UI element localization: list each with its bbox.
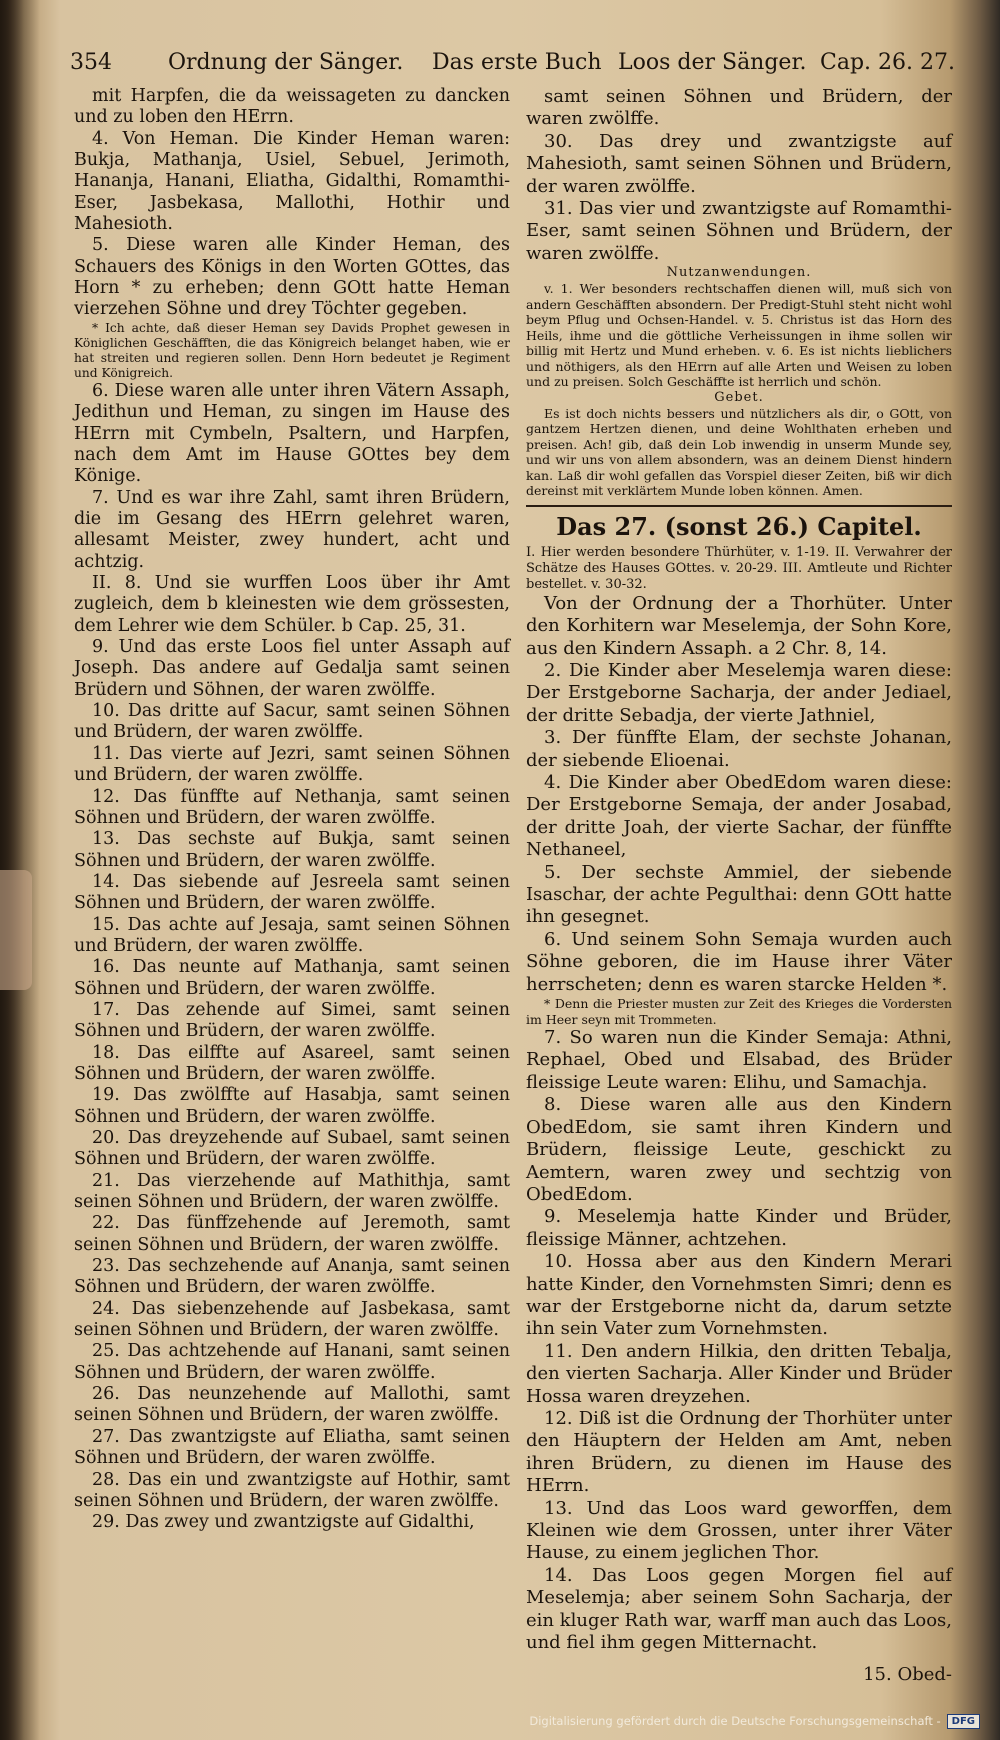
footnote-text: * Ich achte, daß dieser Heman sey Davids Prophet gewesen in Königlichen Geschäfften, die das Königreich belanget haben, wie er hat streiten und regieren sollen. Denn Horn bedeutet je Regiment und Königreich. [74,320,510,380]
nutzanwendungen-text: v. 1. Wer besonders rechtschaffen dienen will, muß sich von andern Geschäfften absondern. Der Predigt-Stuhl steht nicht wohl beym Pflug und Ochsen-Handel. v. 5. Christus ist das Horn des Heils, ihme und die göttliche Verheissungen in ihme sollen wir billig mit Hertz und Mund erheben. v. 6. Es ist nichts lieblichers und nöthigers, als den HErrn auf alle Arten und Weisen zu loben und zu preisen. Solch Geschäffte ist herrlich und schön. [526,281,952,390]
verse-text: 27. Das zwantzigste auf Eliatha, samt seinen Söhnen und Brüdern, der waren zwölffe. [74,1426,510,1469]
verse-text: 26. Das neunzehende auf Mallothi, samt seinen Söhnen und Brüdern, der waren zwölffe. [74,1384,510,1426]
verse-text: 31. Das vier und zwantzigste auf Romamthi-Eser, samt seinen Söhnen und Brüdern, der waren zwölffe. [526,198,952,264]
verse-text: 5. Der sechste Ammiel, der siebende Isaschar, der achte Pegulthai: denn GOtt hatte ihn gesegnet. [526,861,952,928]
chapter-summary: I. Hier werden besondere Thürhüter, v. 1-19. II. Verwahrer der Schätze des Hauses GOttes. v. 20-29. III. Amtleute und Richter bestellet. v. 30-32. [526,544,952,592]
verse-text: 15. Das achte auf Jesaja, samt seinen Söhnen und Brüdern, der waren zwölffe. [74,914,510,956]
verse-text: 2. Die Kinder aber Meselemja waren diese: Der Erstgeborne Sacharja, der ander Jediael, der dritte Sebadja, der vierte Jathniel, [526,659,952,726]
verse-text: 16. Das neunte auf Mathanja, samt seinen Söhnen und Brüdern, der waren zwölffe. [74,957,510,999]
left-column [74,86,510,1534]
verse-text: 7. So waren nun die Kinder Semaja: Athni, Rephael, Obed und Elsabad, des Brüder fleissige Leute waren: Elihu, und Samachja. [526,1027,952,1093]
verse-text: 25. Das achtzehende auf Hanani, samt seinen Söhnen und Brüdern, der waren zwölffe. [74,1341,510,1383]
verse-text: 13. Und das Loos ward geworffen, dem Kleinen wie dem Grossen, unter ihrer Väter Hause, zu einem jeglichen Thor. [526,1497,952,1564]
verse-text: 22. Das fünffzehende auf Jeremoth, samt seinen Söhnen und Brüdern, der waren zwölffe. [74,1213,510,1255]
verse-text: 20. Das dreyzehende auf Subael, samt seinen Söhnen und Brüdern, der waren zwölffe. [74,1128,510,1170]
right-column [526,86,952,1687]
verse-text: 12. Diß ist die Ordnung der Thorhüter unter den Häuptern der Helden am Amt, neben ihren Brüdern, zu dienen im Hause des HErrn. [526,1407,952,1497]
verse-text: 28. Das ein und zwantzigste auf Hothir, samt seinen Söhnen und Brüdern, der waren zwölffe. [74,1469,510,1511]
verse-text: samt seinen Söhnen und Brüdern, der waren zwölffe. [526,86,952,130]
footer-credit: Digitalisierung gefördert durch die Deutsche Forschungsgemeinschaft - [529,1714,941,1728]
gebet-title: Gebet. [714,389,764,405]
verse-text: 5. Diese waren alle Kinder Heman, des Schauers des Königs in den Worten GOttes, das Horn * zu erheben; denn GOtt hatte Heman vierzehen Söhne und drey Töchter gegeben. [74,235,510,320]
running-title-left: Ordnung der Sänger. [168,50,404,75]
gebet-text: Es ist doch nichts bessers und nützlichers als dir, o GOtt, von gantzem Hertzen dienen, und deine Wohlthaten erheben und preisen. Ach! gib, daß dein Lob inwendig in unserm Munde sey, und wir uns von allem absondern, was an deinem Dienst hindern kan. Laß dir wohl gefallen das Vorspiel dieser Zeiten, biß wir dich dereinst mit verklärtem Munde loben können. Amen. [526,405,952,499]
running-title-center: Das erste Buch [432,50,602,75]
running-title-right: Loos der Sänger. [618,50,807,75]
verse-text: 13. Das sechste auf Bukja, samt seinen Söhnen und Brüdern, der waren zwölffe. [74,829,510,871]
nutzanwendungen-title: Nutzanwendungen. [666,265,812,281]
footnote-text: * Denn die Priester musten zur Zeit des Krieges die Vordersten im Heer seyn mit Trommeten. [526,996,952,1027]
verse-text: 19. Das zwölffte auf Hasabja, samt seinen Söhnen und Brüdern, der waren zwölffe. [74,1085,510,1127]
verse-text: 10. Das dritte auf Sacur, samt seinen Söhnen und Brüdern, der waren zwölffe. [74,701,510,743]
verse-text: 11. Den andern Hilkia, den dritten Tebalja, den vierten Sacharja. Aller Kinder und Brüder Hossa waren dreyzehen. [526,1340,952,1407]
verse-text: 21. Das vierzehende auf Mathithja, samt seinen Söhnen und Brüdern, der waren zwölffe. [74,1170,510,1213]
verse-text: 6. Diese waren alle unter ihren Vätern Assaph, Jedithun und Heman, zu singen im Hause des HErrn mit Cymbeln, Psaltern, und Harpfen, nach dem Amt im Hause GOttes bey dem Könige. [74,380,510,487]
page-number: 354 [70,50,112,75]
digitization-footer [529,1710,980,1732]
page-header [40,50,955,90]
verse-text: 14. Das Loos gegen Morgen fiel auf Meselemja; aber seinem Sohn Sacharja, der ein kluger Rath war, warff man auch das Loos, und fiel ihm gegen Mitternacht. [526,1564,952,1654]
verse-text: 9. Meselemja hatte Kinder und Brüder, fleissige Männer, achtzehen. [526,1206,952,1250]
catchword: 15. Obed- [863,1664,952,1686]
verse-text: 12. Das fünffte auf Nethanja, samt seinen Söhnen und Brüdern, der waren zwölffe. [74,786,510,828]
verse-text: II. 8. Und sie wurffen Loos über ihr Amt zugleich, dem b kleinesten wie dem grössesten, dem Lehrer wie dem Schüler. b Cap. 25, 31. [74,573,510,636]
verse-text: 30. Das drey und zwantzigste auf Mahesioth, samt seinen Söhnen und Brüdern, der waren zwölffe. [526,130,952,197]
verse-text: 11. Das vierte auf Jezri, samt seinen Söhnen und Brüdern, der waren zwölffe. [74,743,510,786]
verse-text: 6. Und seinem Sohn Semaja wurden auch Söhne geboren, die im Hause ihrer Väter herrscheten; denn es waren starcke Helden *. [526,928,952,995]
verse-text: 17. Das zehende auf Simei, samt seinen Söhnen und Brüdern, der waren zwölffe. [74,999,510,1042]
verse-text: 18. Das eilffte auf Asareel, samt seinen Söhnen und Brüdern, der waren zwölffe. [74,1042,510,1084]
verse-text: 8. Diese waren alle aus den Kindern ObedEdom, sie samt ihren Kindern und Brüdern, fleissige Leute, geschickt zu Aemtern, waren zwey und sechtzig von ObedEdom. [526,1094,952,1205]
verse-text: 4. Die Kinder aber ObedEdom waren diese: Der Erstgeborne Semaja, der ander Josabad, der dritte Joah, der vierte Sachar, der fünffte Nethaneel, [526,772,952,861]
section-divider [526,505,952,507]
verse-text: 9. Und das erste Loos fiel unter Assaph auf Joseph. Das andere auf Gedalja samt seinen Brüdern und Söhnen, der waren zwölffe. [74,637,510,700]
verse-text: 14. Das siebende auf Jesreela samt seinen Söhnen und Brüdern, der waren zwölffe. [74,871,510,914]
verse-text: 24. Das siebenzehende auf Jasbekasa, samt seinen Söhnen und Brüdern, der waren zwölffe. [74,1298,510,1341]
verse-text: 10. Hossa aber aus den Kindern Merari hatte Kinder, den Vornehmsten Simri; denn es war der Erstgeborne nicht da, darum setzte ihn sein Vater zum Vornehmsten. [526,1251,952,1340]
verse-text: 4. Von Heman. Die Kinder Heman waren: Bukja, Mathanja, Usiel, Sebuel, Jerimoth, Hananja, Hanani, Eliatha, Gidalthi, Romamthi-Eser, Jasbekasa, Mallothi, Hothir und Mahesioth. [74,128,510,235]
verse-text: Von der Ordnung der a Thorhüter. Unter den Korhitern war Meselemja, der Sohn Kore, aus den Kindern Assaph. a 2 Chr. 8, 14. [526,592,952,659]
verse-text: 29. Das zwey und zwantzigste auf Gidalthi, [92,1512,475,1533]
verse-text: 3. Der fünffte Elam, der sechste Johanan, der siebende Elioenai. [526,727,952,771]
bookmark-strip [0,870,32,990]
verse-text: 23. Das sechzehende auf Ananja, samt seinen Söhnen und Brüdern, der waren zwölffe. [74,1256,510,1298]
chapter-heading: Das 27. (sonst 26.) Capitel. [556,511,922,541]
chapter-reference: Cap. 26. 27. [820,50,955,75]
verse-text: mit Harpfen, die da weissageten zu dancken und zu loben den HErrn. [74,86,510,128]
dfg-logo: DFG [947,1714,980,1729]
verse-text: 7. Und es war ihre Zahl, samt ihren Brüdern, die im Gesang des HErrn gelehret waren, allesamt Meister, zwey hundert, acht und achtzig. [74,487,510,572]
